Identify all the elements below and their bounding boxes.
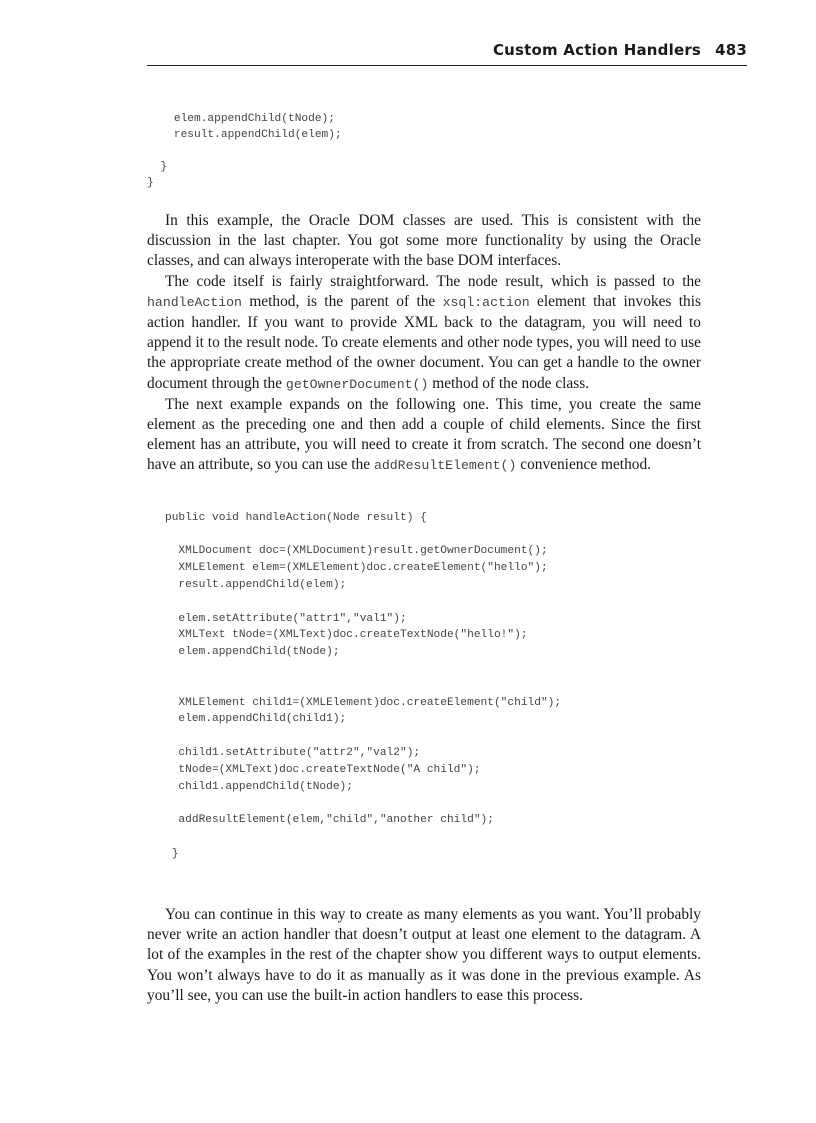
paragraph-text: The next example expands on the following one. This time, you create the same element as the preceding one and then add a couple of child elements. Since the first element has an attribute, you will need to create it from scratch. The second one doesn’t have an attribute, so you can use the — [147, 395, 701, 474]
code-line: elem.appendChild(tNode); — [165, 646, 340, 659]
code-line — [165, 678, 561, 695]
running-header — [147, 40, 747, 66]
code-line — [165, 829, 561, 846]
code-line: elem.appendChild(child1); — [165, 713, 347, 726]
code-line — [165, 661, 561, 678]
code-line: public void handleAction(Node result) { — [165, 511, 427, 524]
paragraph-text: The code itself is fairly straightforward. The node result, which is passed to the — [165, 272, 701, 290]
paragraph: You can continue in this way to create as many elements as you want. You’ll probably never write an action handler that doesn’t output at least one element to the datagram. A lot of the examples in the rest of the chapter show you different ways to output elements. You won’t always have to do it as manually as it was done in the previous example. As you’ll see, you can use the built-in action handlers to ease this process. — [147, 906, 701, 1004]
code-line: tNode=(XMLText)doc.createTextNode("A child"); — [165, 763, 481, 776]
paragraph: In this example, the Oracle DOM classes are used. This is consistent with the discussion in the last chapter. You got some more functionality by using the Oracle classes, and can always interoperate with the base DOM interfaces. — [147, 212, 701, 270]
code-line: child1.setAttribute("attr2","val2"); — [165, 746, 421, 759]
code-line: elem.appendChild(tNode); — [147, 113, 335, 125]
paragraph-text: convenience method. — [516, 456, 652, 474]
code-line — [147, 143, 342, 159]
code-line — [165, 527, 561, 544]
code-block-2 — [165, 493, 561, 879]
code-line — [165, 728, 561, 745]
paragraph-text: method of the node class. — [428, 374, 590, 392]
paragraph — [147, 395, 701, 477]
running-header-text — [493, 41, 747, 59]
code-line — [165, 594, 561, 611]
body-text-1 — [147, 211, 701, 477]
code-line: XMLDocument doc=(XMLDocument)result.getOwnerDocument(); — [165, 545, 548, 558]
paragraph-text: method, is the parent of the — [241, 292, 443, 310]
code-line: } — [147, 177, 154, 189]
inline-code: addResultElement() — [373, 458, 517, 474]
code-line: child1.appendChild(tNode); — [165, 780, 353, 793]
code-line: XMLElement elem=(XMLElement)doc.createElement("hello"); — [165, 562, 548, 575]
code-line — [165, 795, 561, 812]
code-line: XMLText tNode=(XMLText)doc.createTextNode("hello!"); — [165, 629, 528, 642]
body-text-2 — [147, 905, 701, 1006]
code-line: } — [165, 847, 179, 860]
paragraph-text: element that invokes this action handler. If you want to provide XML back to the datagram, you will need to append it to the result node. To create elements and other node types, you will need to use the appropriate create method of the owner document. You can get a handle to the owner document through the — [147, 292, 701, 392]
code-line: result.appendChild(elem); — [165, 578, 347, 591]
code-line: addResultElement(elem,"child","another child"); — [165, 814, 494, 827]
inline-code: handleAction — [147, 294, 242, 310]
code-line: result.appendChild(elem); — [147, 129, 342, 141]
inline-code: xsql:action — [442, 294, 530, 310]
code-line: XMLElement child1=(XMLElement)doc.createElement("child"); — [165, 696, 562, 709]
code-block-1 — [147, 95, 342, 207]
page-number: 483 — [715, 41, 747, 59]
paragraph — [147, 272, 701, 395]
inline-code: getOwnerDocument() — [285, 376, 429, 392]
code-line: } — [147, 161, 168, 173]
chapter-title: Custom Action Handlers — [492, 41, 702, 59]
code-line: elem.setAttribute("attr1","val1"); — [165, 612, 407, 625]
